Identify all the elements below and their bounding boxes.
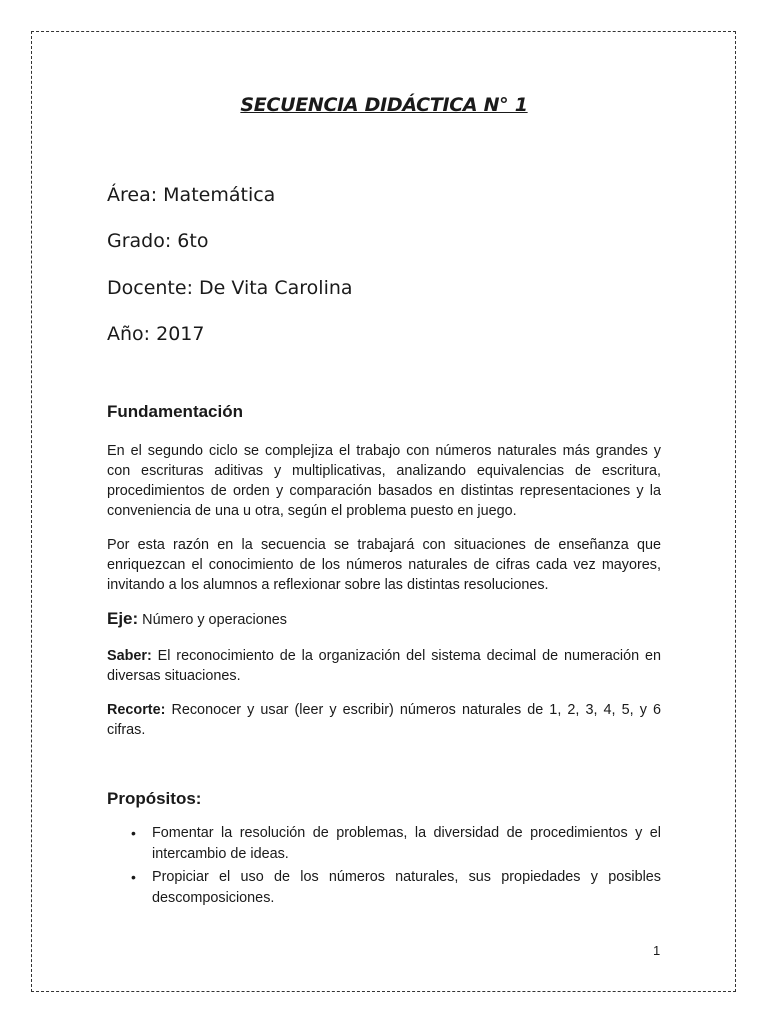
eje-line: [107, 609, 661, 630]
saber-text: El reconocimiento de la organización del sistema decimal de numeración en diversas situaciones.: [107, 648, 661, 684]
eje-text: Número y operaciones: [138, 612, 287, 628]
recorte-paragraph: [107, 700, 661, 740]
recorte-text: Reconocer y usar (leer y escribir) números naturales de 1, 2, 3, 4, 5, y 6 cifras.: [107, 702, 661, 738]
list-item: [107, 823, 661, 865]
anio-line: Año: 2017: [107, 323, 205, 345]
document-title: SECUENCIA DIDÁCTICA N° 1: [240, 94, 528, 116]
area-line: Área: Matemática: [107, 184, 276, 206]
bullet-icon: •: [131, 869, 136, 885]
fundamentacion-heading: Fundamentación: [107, 402, 244, 421]
grado-line: Grado: 6to: [107, 230, 209, 252]
recorte-label: Recorte:: [107, 702, 166, 718]
list-item-text: Propiciar el uso de los números naturales, sus propiedades y posibles descomposiciones.: [152, 869, 661, 906]
page-number: 1: [653, 943, 661, 958]
saber-paragraph: [107, 646, 661, 686]
fundamentacion-paragraph-1: En el segundo ciclo se complejiza el trabajo con números naturales más grandes y con escrituras aditivas y multiplicativas, analizando equivalencias de escritura, procedimientos de orden y comparación basados en distintas representaciones y la conveniencia de una u otra, según el problema puesto en juego.: [107, 443, 661, 519]
list-item: [107, 867, 661, 909]
bullet-icon: •: [131, 825, 136, 841]
list-item-text: Fomentar la resolución de problemas, la diversidad de procedimientos y el intercambio de ideas.: [152, 825, 661, 862]
eje-label: Eje:: [107, 609, 139, 628]
propositos-heading: Propósitos:: [107, 789, 202, 808]
docente-line: Docente: De Vita Carolina: [107, 277, 353, 299]
propositos-list: [107, 823, 661, 911]
saber-label: Saber:: [107, 648, 152, 664]
fundamentacion-paragraph-2: Por esta razón en la secuencia se trabajará con situaciones de enseñanza que enriquezcan el conocimiento de los números naturales de cifras cada vez mayores, invitando a los alumnos a reflexionar sobre las distintas resoluciones.: [107, 537, 661, 593]
